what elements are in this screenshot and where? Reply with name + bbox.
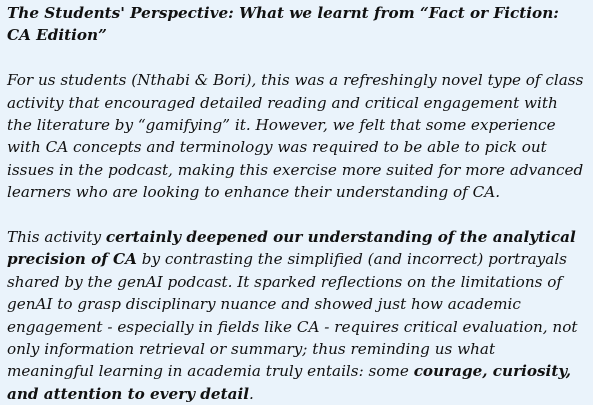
section-title: The Students' Perspective: What we learnt from “Fact or Fiction: CA Edition”: [7, 4, 559, 45]
paragraph-2-emphasis-2: courage, curiosity, and attention to every detail: [7, 362, 571, 403]
paragraph-2: [7, 226, 586, 405]
paragraph-2-emphasis-1: certainly deepened our understanding of the analytical precision of CA: [7, 228, 576, 269]
paragraph-2-text-1: This activity: [7, 228, 106, 247]
paragraph-2-text-3: .: [248, 384, 254, 403]
paragraph-1: For us students (Nthabi & Bori), this was a refreshingly novel type of class activity that encouraged detailed reading and critical engagement with the literature by “gamifying” it. However, we felt that some experience with CA concepts and terminology was required to be able to pick out issues in the podcast, making this exercise more suited for more advanced learners who are looking to enhance their understanding of CA.: [7, 71, 584, 202]
paragraph-2-text-2: by contrasting the simplified (and incorrect) portrayals shared by the genAI podcast. It sparked reflections on the limitations of genAI to grasp disciplinary nuance and showed just how academic engagement - especially in fields like CA - requires critical evaluation, not only information retrieval or summary; thus reminding us what meaningful learning in academia truly entails: some: [7, 250, 578, 381]
